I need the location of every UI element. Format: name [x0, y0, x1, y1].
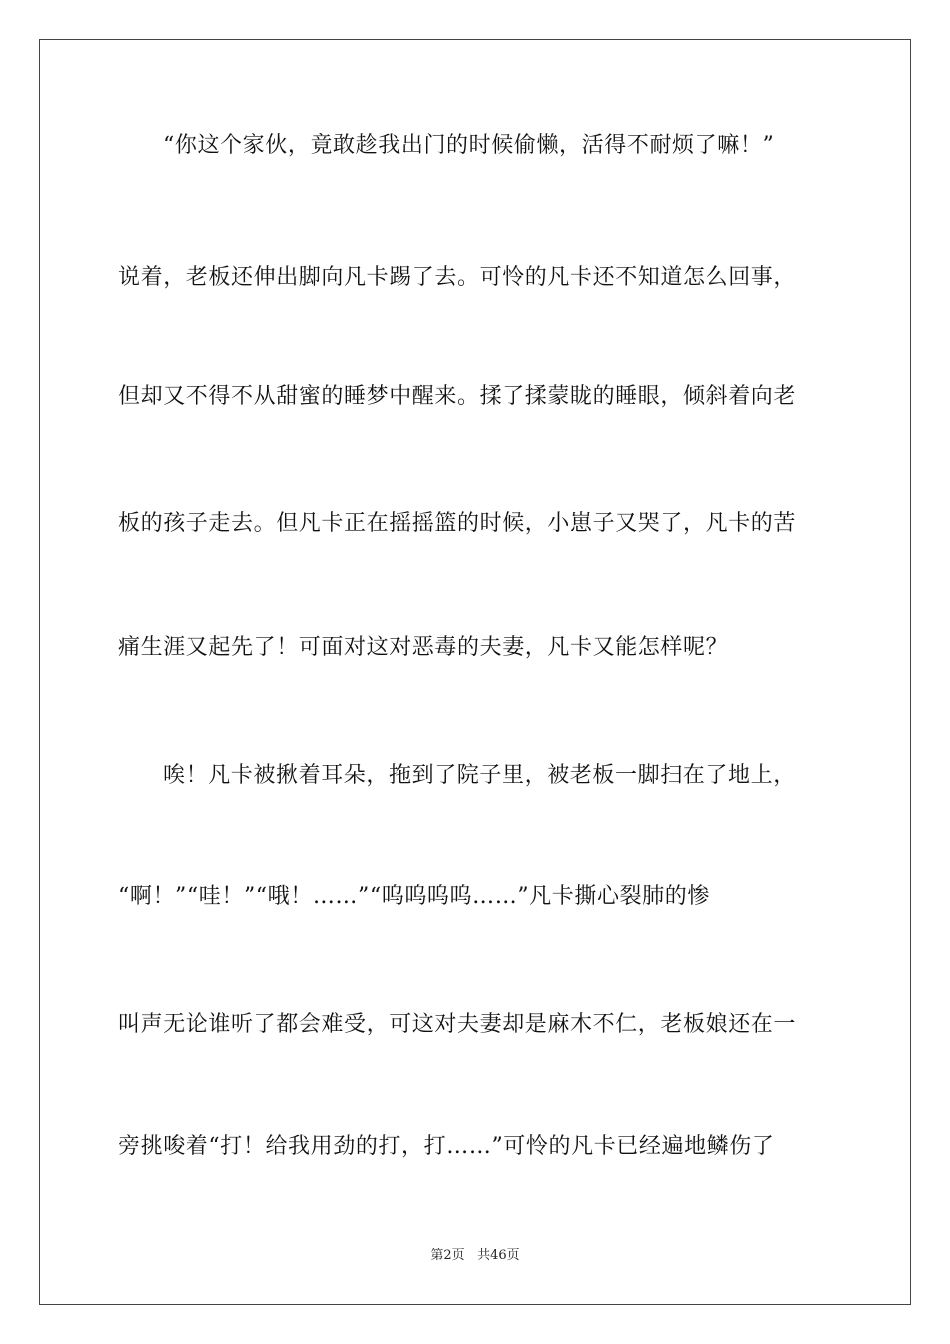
text-line: 痛生涯又起先了！可面对这对恶毒的夫妻，凡卡又能怎样呢？ — [118, 635, 729, 660]
page-total: 共46页 — [477, 1248, 520, 1263]
text-line: 旁挑唆着“打！给我用劲的打，打……”可怜的凡卡已经遍地鳞伤了 — [118, 1134, 775, 1159]
text-line: 但却又不得不从甜蜜的睡梦中醒来。揉了揉蒙眬的睡眼，倾斜着向老 — [118, 384, 797, 409]
text-line: 板的孩子走去。但凡卡正在摇摇篮的时候，小崽子又哭了，凡卡的苦 — [118, 511, 797, 536]
page-border — [39, 39, 911, 1305]
page-number: 第2页 — [430, 1248, 465, 1263]
text-line: 叫声无论谁听了都会难受，可这对夫妻却是麻木不仁，老板娘还在一 — [118, 1012, 797, 1037]
text-line: 说着，老板还伸出脚向凡卡踢了去。可怜的凡卡还不知道怎么回事， — [118, 265, 797, 290]
text-line: 唉！凡卡被揪着耳朵，拖到了院子里，被老板一脚扫在了地上， — [163, 763, 796, 788]
page-footer — [0, 1247, 950, 1265]
text-line: “啊！”“哇！”“哦！……”“呜呜呜呜……”凡卡撕心裂肺的惨 — [118, 884, 710, 909]
text-line: “你这个家伙，竟敢趁我出门的时候偷懒，活得不耐烦了嘛！” — [163, 133, 775, 158]
